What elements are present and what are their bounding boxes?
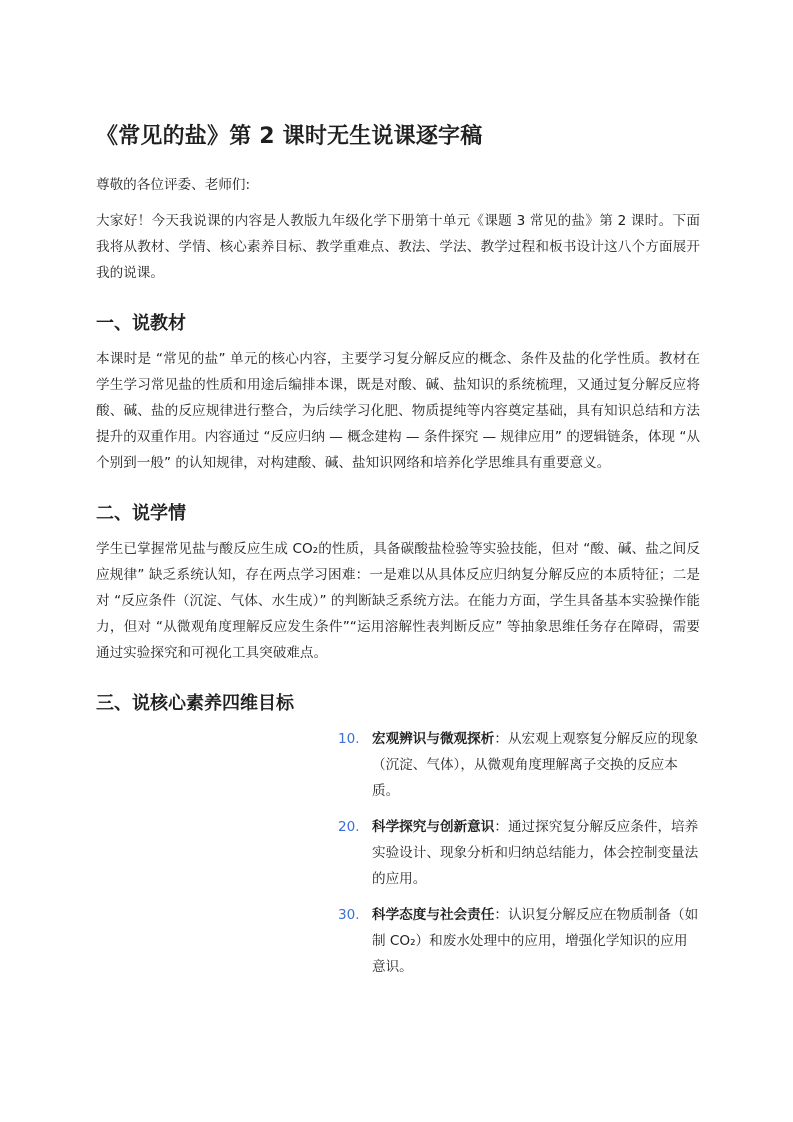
goal-text: 认识复分解反应在物质制备（如制 CO₂）和废水处理中的应用，增强化学知识的应用意识。 <box>372 907 699 975</box>
goal-title: 宏观辨识与微观探析 <box>372 731 495 747</box>
list-number: 30. <box>338 907 360 923</box>
greeting: 尊敬的各位评委、老师们: <box>96 177 251 193</box>
goal-title: 科学探究与创新意识 <box>372 819 495 835</box>
list-item <box>338 726 700 804</box>
section-heading-goals: 三、说核心素养四维目标 <box>96 693 294 714</box>
goal-separator: ： <box>494 907 508 923</box>
document-title: 《常见的盐》第 2 课时无生说课逐字稿 <box>96 124 483 149</box>
section-body-students: 学生已掌握常见盐与酸反应生成 CO₂的性质，具备碳酸盐检验等实验技能，但对 “酸、碱、盐之间反应规律” 缺乏系统认知，存在两点学习困难：一是难以从具体反应归纳复分解反应的本质特征；二是对 “反应条件（沉淀、气体、水生成）” 的判断缺乏系统方法。在能力方面，学生具备基本实验操作能力，但对 “从微观角度理解反应发生条件”“运用溶解性表判断反应” 等抽象思维任务存在障碍，需要通过实验探究和可视化工具突破难点。 <box>96 541 700 661</box>
goal-text: 从宏观上观察复分解反应的现象（沉淀、气体），从微观角度理解离子交换的反应本质。 <box>372 731 699 799</box>
document-page <box>96 120 700 975</box>
section-body-textbook: 本课时是 “常见的盐” 单元的核心内容，主要学习复分解反应的概念、条件及盐的化学性质。教材在学生学习常见盐的性质和用途后编排本课，既是对酸、碱、盐知识的系统梳理，又通过复分解反应将酸、碱、盐的反应规律进行整合，为后续学习化肥、物质提纯等内容奠定基础，具有知识总结和方法提升的双重作用。内容通过 “反应归纳 — 概念建构 — 条件探究 — 规律应用” 的逻辑链条，体现 “从个别到一般” 的认知规律，对构建酸、碱、盐知识网络和培养化学思维具有重要意义。 <box>96 351 700 471</box>
goal-title: 科学态度与社会责任 <box>372 907 495 923</box>
section-heading-textbook: 一、说教材 <box>96 313 186 334</box>
goal-text: 通过探究复分解反应条件，培养实验设计、现象分析和归纳总结能力，体会控制变量法的应用。 <box>372 819 699 887</box>
list-number: 10. <box>338 731 360 747</box>
goal-separator: ： <box>494 819 508 835</box>
goal-separator: ： <box>494 731 508 747</box>
list-number: 20. <box>338 819 360 835</box>
goals-list <box>338 726 700 990</box>
intro-paragraph: 大家好！今天我说课的内容是人教版九年级化学下册第十单元《课题 3 常见的盐》第 2 课时。下面我将从教材、学情、核心素养目标、教学重难点、教法、学法、教学过程和板书设计这八个方面展开我的说课。 <box>96 213 700 281</box>
list-item <box>338 814 700 892</box>
section-heading-students: 二、说学情 <box>96 503 186 524</box>
list-item <box>338 902 700 980</box>
